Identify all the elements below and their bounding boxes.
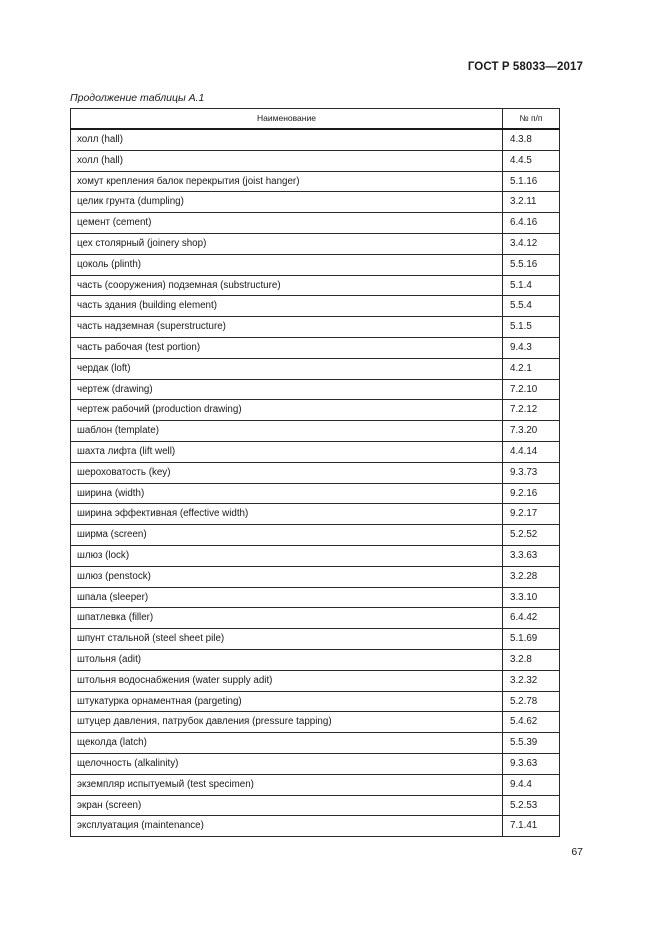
term-name-cell: щеколда (latch) <box>71 733 503 754</box>
table-caption: Продолжение таблицы А.1 <box>70 92 205 104</box>
terms-table <box>70 108 560 837</box>
term-name-cell: часть надземная (superstructure) <box>71 317 503 338</box>
table-row <box>71 525 560 546</box>
column-header-number: № п/п <box>503 109 560 130</box>
term-name-cell: шаблон (template) <box>71 421 503 442</box>
table-row <box>71 795 560 816</box>
term-name-cell: штольня (adit) <box>71 649 503 670</box>
table-row <box>71 691 560 712</box>
term-name-cell: цемент (cement) <box>71 213 503 234</box>
term-number-cell: 9.4.4 <box>503 774 560 795</box>
table-row <box>71 213 560 234</box>
term-number-cell: 5.2.78 <box>503 691 560 712</box>
term-number-cell: 9.4.3 <box>503 337 560 358</box>
term-name-cell: шлюз (lock) <box>71 545 503 566</box>
table-row <box>71 816 560 837</box>
table-row <box>71 566 560 587</box>
table-row <box>71 608 560 629</box>
table-row <box>71 545 560 566</box>
term-name-cell: шахта лифта (lift well) <box>71 441 503 462</box>
term-name-cell: шлюз (penstock) <box>71 566 503 587</box>
term-number-cell: 5.1.69 <box>503 629 560 650</box>
term-name-cell: часть здания (building element) <box>71 296 503 317</box>
term-number-cell: 7.3.20 <box>503 421 560 442</box>
page-number: 67 <box>571 846 583 858</box>
term-number-cell: 9.2.17 <box>503 504 560 525</box>
term-name-cell: чердак (loft) <box>71 358 503 379</box>
term-name-cell: штольня водоснабжения (water supply adit) <box>71 670 503 691</box>
term-name-cell: шпатлевка (filler) <box>71 608 503 629</box>
table-row <box>71 712 560 733</box>
table-row <box>71 150 560 171</box>
table-row <box>71 254 560 275</box>
term-name-cell: ширина эффективная (effective width) <box>71 504 503 525</box>
table-row <box>71 483 560 504</box>
term-name-cell: щелочность (alkalinity) <box>71 753 503 774</box>
table-row <box>71 774 560 795</box>
term-name-cell: часть (сооружения) подземная (substructure) <box>71 275 503 296</box>
term-number-cell: 4.4.14 <box>503 441 560 462</box>
term-number-cell: 5.4.62 <box>503 712 560 733</box>
table-row <box>71 421 560 442</box>
column-header-name: Наименование <box>71 109 503 130</box>
term-number-cell: 7.2.12 <box>503 400 560 421</box>
table-row <box>71 296 560 317</box>
table-row <box>71 129 560 150</box>
term-name-cell: хомут крепления балок перекрытия (joist hanger) <box>71 171 503 192</box>
term-name-cell: чертеж (drawing) <box>71 379 503 400</box>
table-row <box>71 670 560 691</box>
term-name-cell: цоколь (plinth) <box>71 254 503 275</box>
term-number-cell: 4.3.8 <box>503 129 560 150</box>
term-number-cell: 3.2.8 <box>503 649 560 670</box>
term-number-cell: 5.1.16 <box>503 171 560 192</box>
term-number-cell: 5.1.4 <box>503 275 560 296</box>
term-name-cell: эксплуатация (maintenance) <box>71 816 503 837</box>
term-name-cell: чертеж рабочий (production drawing) <box>71 400 503 421</box>
term-name-cell: штуцер давления, патрубок давления (pressure tapping) <box>71 712 503 733</box>
term-number-cell: 9.2.16 <box>503 483 560 504</box>
term-number-cell: 3.4.12 <box>503 233 560 254</box>
term-number-cell: 3.2.28 <box>503 566 560 587</box>
term-number-cell: 5.5.39 <box>503 733 560 754</box>
term-name-cell: ширина (width) <box>71 483 503 504</box>
term-number-cell: 7.2.10 <box>503 379 560 400</box>
table-row <box>71 317 560 338</box>
term-name-cell: цех столярный (joinery shop) <box>71 233 503 254</box>
term-number-cell: 9.3.73 <box>503 462 560 483</box>
table-row <box>71 233 560 254</box>
table-row <box>71 192 560 213</box>
term-name-cell: ширма (screen) <box>71 525 503 546</box>
term-number-cell: 3.2.32 <box>503 670 560 691</box>
term-number-cell: 7.1.41 <box>503 816 560 837</box>
table-row <box>71 462 560 483</box>
term-name-cell: экран (screen) <box>71 795 503 816</box>
term-number-cell: 5.2.53 <box>503 795 560 816</box>
table-row <box>71 337 560 358</box>
term-number-cell: 3.3.10 <box>503 587 560 608</box>
term-name-cell: шпунт стальной (steel sheet pile) <box>71 629 503 650</box>
table-row <box>71 504 560 525</box>
table-row <box>71 441 560 462</box>
term-number-cell: 5.1.5 <box>503 317 560 338</box>
table-row <box>71 649 560 670</box>
term-number-cell: 4.2.1 <box>503 358 560 379</box>
table-row <box>71 379 560 400</box>
table-body <box>71 129 560 837</box>
term-number-cell: 9.3.63 <box>503 753 560 774</box>
term-name-cell: холл (hall) <box>71 150 503 171</box>
term-number-cell: 6.4.16 <box>503 213 560 234</box>
term-number-cell: 4.4.5 <box>503 150 560 171</box>
table-row <box>71 753 560 774</box>
term-number-cell: 3.3.63 <box>503 545 560 566</box>
term-number-cell: 3.2.11 <box>503 192 560 213</box>
table-row <box>71 733 560 754</box>
term-number-cell: 5.5.4 <box>503 296 560 317</box>
table-row <box>71 587 560 608</box>
document-code: ГОСТ Р 58033—2017 <box>467 61 583 73</box>
term-name-cell: холл (hall) <box>71 129 503 150</box>
term-name-cell: штукатурка орнаментная (pargeting) <box>71 691 503 712</box>
term-name-cell: шпала (sleeper) <box>71 587 503 608</box>
table-row <box>71 629 560 650</box>
term-name-cell: целик грунта (dumpling) <box>71 192 503 213</box>
table-row <box>71 358 560 379</box>
term-number-cell: 6.4.42 <box>503 608 560 629</box>
table-row <box>71 275 560 296</box>
table-row <box>71 171 560 192</box>
term-number-cell: 5.5.16 <box>503 254 560 275</box>
term-name-cell: часть рабочая (test portion) <box>71 337 503 358</box>
table-row <box>71 400 560 421</box>
term-name-cell: экземпляр испытуемый (test specimen) <box>71 774 503 795</box>
table-header-row <box>71 109 560 130</box>
term-name-cell: шероховатость (key) <box>71 462 503 483</box>
term-number-cell: 5.2.52 <box>503 525 560 546</box>
